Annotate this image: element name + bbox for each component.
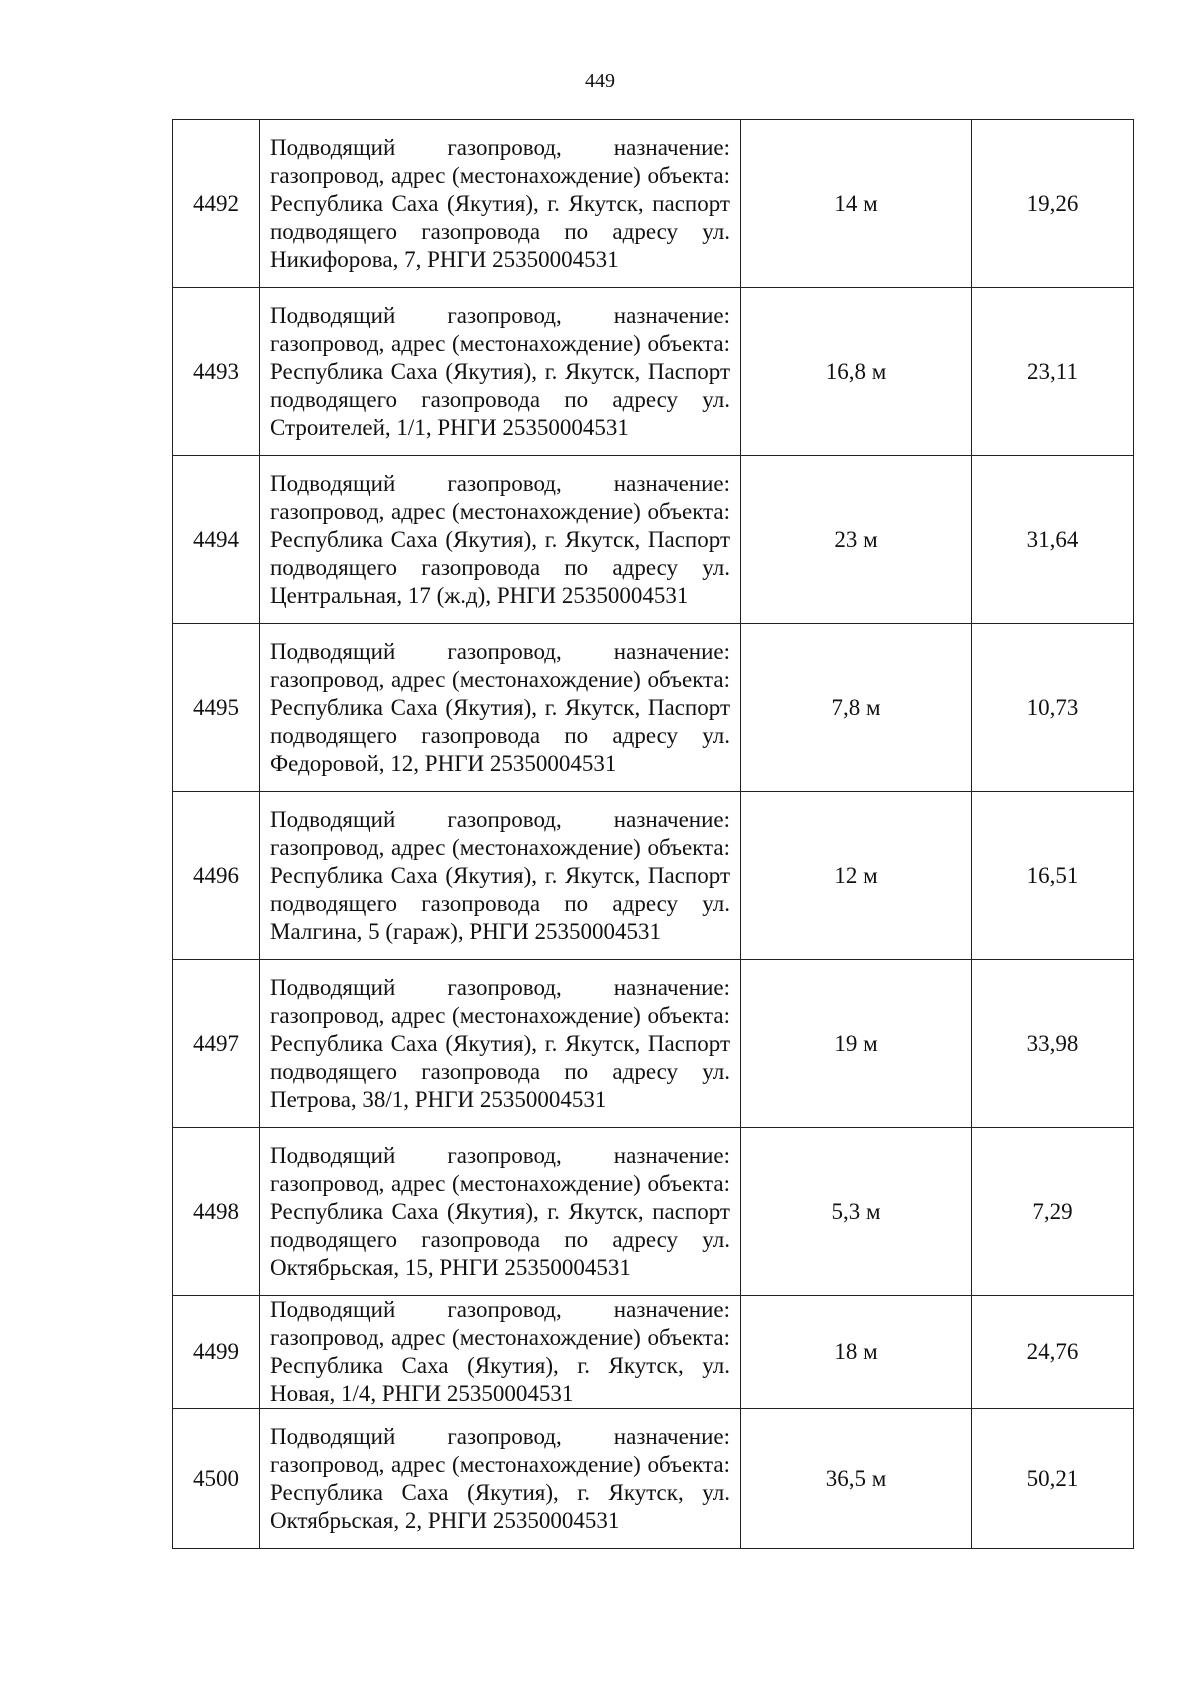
- row-number: 4493: [173, 288, 260, 456]
- row-number: 4496: [173, 792, 260, 960]
- object-length: 12 м: [741, 792, 972, 960]
- object-value: 24,76: [972, 1296, 1134, 1409]
- object-description: Подводящий газопровод, назначение: газопровод, адрес (местонахождение) объекта: Республика Саха (Якутия), г. Якутск, Паспорт подводящего газопровода по адресу ул. Петрова, 38/1, РНГИ 25350004531: [260, 960, 741, 1128]
- object-description: Подводящий газопровод, назначение: газопровод, адрес (местонахождение) объекта: Республика Саха (Якутия), г. Якутск, ул. Новая, 1/4, РНГИ 25350004531: [260, 1296, 741, 1409]
- table-row: [173, 960, 1134, 1128]
- object-value: 23,11: [972, 288, 1134, 456]
- object-value: 16,51: [972, 792, 1134, 960]
- object-description: Подводящий газопровод, назначение: газопровод, адрес (местонахождение) объекта: Республика Саха (Якутия), г. Якутск, Паспорт подводящего газопровода по адресу ул. Малгина, 5 (гараж), РНГИ 25350004531: [260, 792, 741, 960]
- row-number: 4499: [173, 1296, 260, 1409]
- row-number: 4492: [173, 120, 260, 288]
- object-value: 10,73: [972, 624, 1134, 792]
- object-value: 33,98: [972, 960, 1134, 1128]
- object-value: 50,21: [972, 1409, 1134, 1549]
- registry-table-body: [173, 120, 1134, 1549]
- table-row: [173, 120, 1134, 288]
- row-number: 4494: [173, 456, 260, 624]
- object-description: Подводящий газопровод, назначение: газопровод, адрес (местонахождение) объекта: Республика Саха (Якутия), г. Якутск, паспорт подводящего газопровода по адресу ул. Октябрьская, 15, РНГИ 25350004531: [260, 1128, 741, 1296]
- table-row: [173, 624, 1134, 792]
- registry-table: [172, 119, 1134, 1549]
- object-value: 31,64: [972, 456, 1134, 624]
- row-number: 4500: [173, 1409, 260, 1549]
- object-length: 7,8 м: [741, 624, 972, 792]
- object-description: Подводящий газопровод, назначение: газопровод, адрес (местонахождение) объекта: Республика Саха (Якутия), г. Якутск, ул. Октябрьская, 2, РНГИ 25350004531: [260, 1409, 741, 1549]
- row-number: 4498: [173, 1128, 260, 1296]
- table-row: [173, 456, 1134, 624]
- object-value: 7,29: [972, 1128, 1134, 1296]
- table-row: [173, 288, 1134, 456]
- object-description: Подводящий газопровод, назначение: газопровод, адрес (местонахождение) объекта: Республика Саха (Якутия), г. Якутск, Паспорт подводящего газопровода по адресу ул. Федоровой, 12, РНГИ 25350004531: [260, 624, 741, 792]
- table-row: [173, 1296, 1134, 1409]
- row-number: 4495: [173, 624, 260, 792]
- object-length: 19 м: [741, 960, 972, 1128]
- object-length: 36,5 м: [741, 1409, 972, 1549]
- object-description: Подводящий газопровод, назначение: газопровод, адрес (местонахождение) объекта: Республика Саха (Якутия), г. Якутск, паспорт подводящего газопровода по адресу ул. Никифорова, 7, РНГИ 25350004531: [260, 120, 741, 288]
- object-length: 18 м: [741, 1296, 972, 1409]
- object-length: 5,3 м: [741, 1128, 972, 1296]
- table-row: [173, 792, 1134, 960]
- page-number: 449: [585, 70, 615, 92]
- object-length: 23 м: [741, 456, 972, 624]
- object-description: Подводящий газопровод, назначение: газопровод, адрес (местонахождение) объекта: Республика Саха (Якутия), г. Якутск, Паспорт подводящего газопровода по адресу ул. Строителей, 1/1, РНГИ 25350004531: [260, 288, 741, 456]
- object-value: 19,26: [972, 120, 1134, 288]
- row-number: 4497: [173, 960, 260, 1128]
- object-length: 16,8 м: [741, 288, 972, 456]
- object-length: 14 м: [741, 120, 972, 288]
- table-row: [173, 1409, 1134, 1549]
- object-description: Подводящий газопровод, назначение: газопровод, адрес (местонахождение) объекта: Республика Саха (Якутия), г. Якутск, Паспорт подводящего газопровода по адресу ул. Центральная, 17 (ж.д), РНГИ 25350004531: [260, 456, 741, 624]
- table-row: [173, 1128, 1134, 1296]
